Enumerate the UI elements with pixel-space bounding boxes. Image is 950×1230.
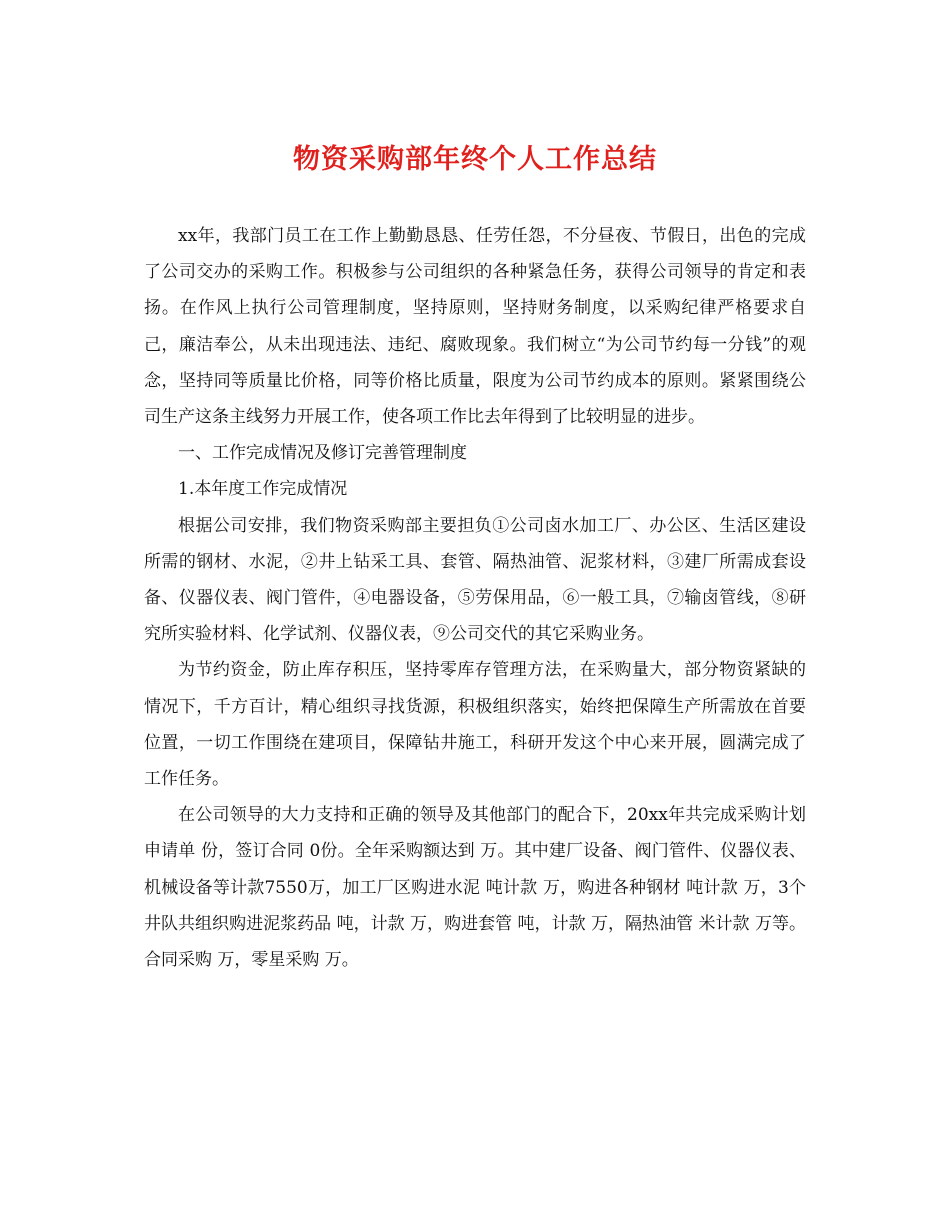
paragraph-statistics: 在公司领导的大力支持和正确的领导及其他部门的配合下，20xx年共完成采购计划申请单 份，签订合同 0份。全年采购额达到 万。其中建厂设备、阀门管件、仪器仪表、机械设备等计款7550万，加工厂区购进水泥 吨计款 万，购进各种钢材 吨计款 万，3个井队共组织购进泥浆药品 吨，计款 万，购进套管 吨，计款 万，隔热油管 米计款 万等。合同采购 万，零星采购 万。 — [144, 805, 806, 971]
paragraph-intro: xx年，我部门员工在工作上勤勤恳恳、任劳任怨，不分昼夜、节假日，出色的完成了公司交办的采购工作。积极参与公司组织的各种紧急任务，获得公司领导的肯定和表扬。在作风上执行公司管理制度，坚持原则，坚持财务制度，以采购纪律严格要求自己，廉洁奉公，从未出现违法、违纪、腐败现象。我们树立“为公司节约每一分钱”的观念，坚持同等质量比价格，同等价格比质量，限度为公司节约成本的原则。紧紧围绕公司生产这条主线努力开展工作，使各项工作比去年得到了比较明显的进步。 — [144, 226, 806, 428]
section-heading-1: 一、工作完成情况及修订完善管理制度 — [178, 443, 467, 464]
paragraph-savings: 为节约资金，防止库存积压，坚持零库存管理方法，在采购量大，部分物资紧缺的情况下，千方百计，精心组织寻找货源，积极组织落实，始终把保障生产所需放在首要位置，一切工作围绕在建项目，保障钻井施工，科研开发这个中心来开展，圆满完成了工作任务。 — [144, 660, 806, 790]
paragraph-duties: 根据公司安排，我们物资采购部主要担负①公司卤水加工厂、办公区、生活区建设所需的钢材、水泥，②井上钻采工具、套管、隔热油管、泥浆材料，③建厂所需成套设备、仪器仪表、阀门管件，④电器设备，⑤劳保用品，⑥一般工具，⑦输卤管线，⑧研究所实验材料、化学试剂、仪器仪表，⑨公司交代的其它采购业务。 — [144, 515, 806, 645]
subsection-heading-1-1: 1.本年度工作完成情况 — [178, 479, 348, 500]
document-title: 物资采购部年终个人工作总结 — [293, 144, 657, 175]
document-body — [144, 218, 806, 978]
